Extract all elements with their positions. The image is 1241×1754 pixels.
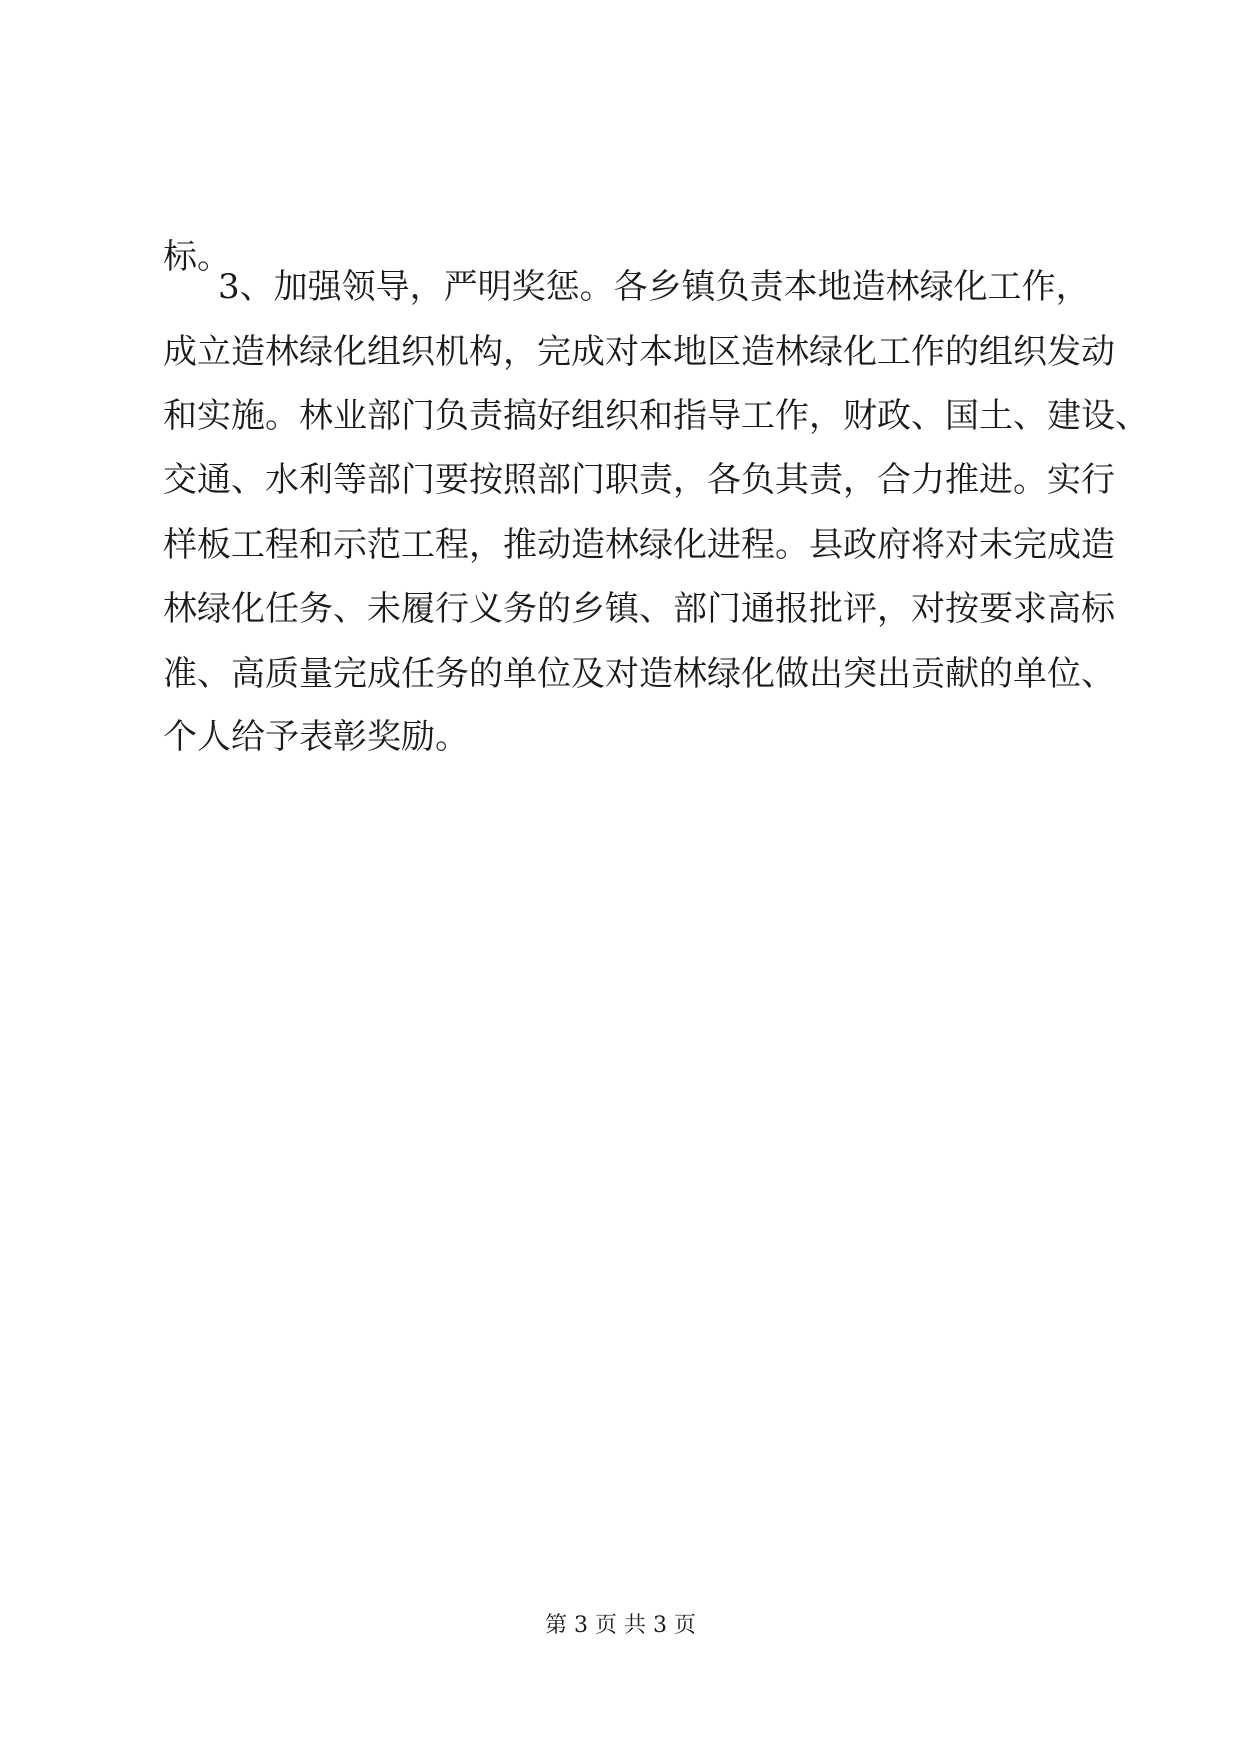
paragraph-line: 成立造林绿化组织机构，完成对本地区造林绿化工作的组织发动	[163, 332, 1115, 372]
paragraph-line: 林绿化任务、未履行义务的乡镇、部门通报批评，对按要求高标	[163, 589, 1115, 629]
paragraph-line: 样板工程和示范工程，推动造林绿化进程。县政府将对未完成造	[163, 525, 1115, 565]
paragraph-line: 个人给予表彰奖励。	[163, 717, 469, 757]
paragraph-line: 准、高质量完成任务的单位及对造林绿化做出突出贡献的单位、	[163, 654, 1115, 694]
paragraph-line: 交通、水利等部门要按照部门职责，各负其责，合力推进。实行	[163, 460, 1115, 500]
paragraph-line: 和实施。林业部门负责搞好组织和指导工作，财政、国土、建设、	[163, 396, 1149, 436]
paragraph-line: 3、加强领导，严明奖惩。各乡镇负责本地造林绿化工作，	[218, 267, 1090, 307]
page-number-footer: 第 3 页 共 3 页	[545, 1613, 696, 1638]
paragraph-line: 标。	[163, 237, 231, 277]
